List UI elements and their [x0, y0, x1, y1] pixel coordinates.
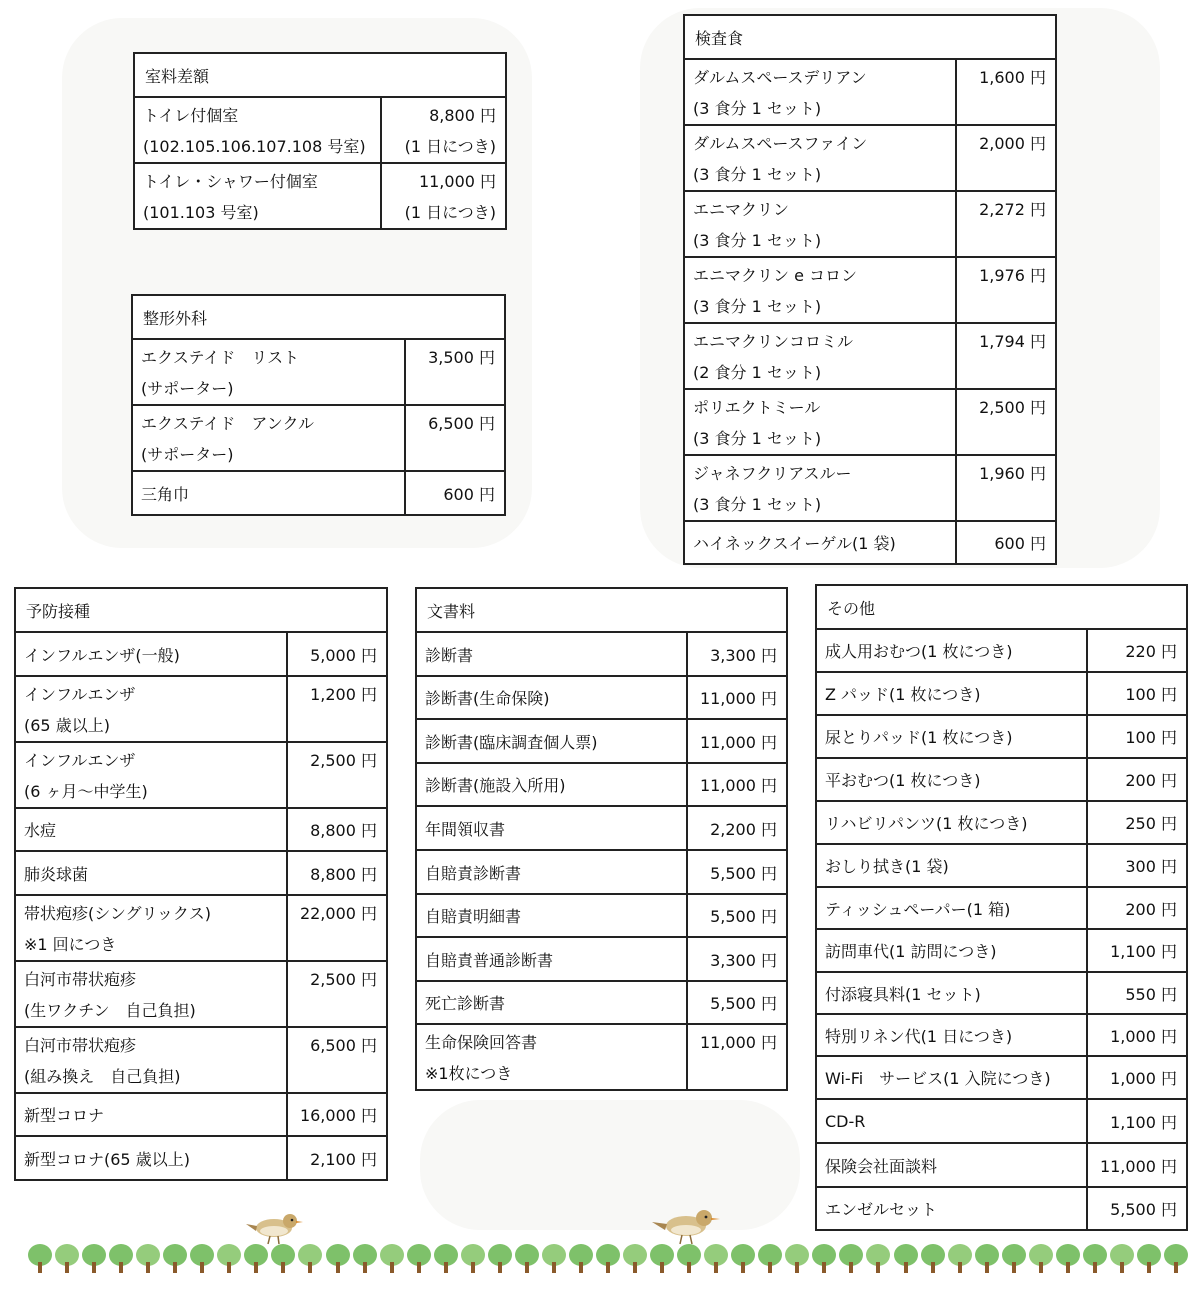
- price-item: 水痘: [15, 808, 287, 851]
- price-value: 3,500 円: [405, 339, 505, 405]
- price-item: 特別リネン代(1 日につき): [816, 1014, 1087, 1056]
- price-item: トイレ付個室 (102.105.106.107.108 号室): [134, 97, 381, 163]
- tree-icon: [1083, 1244, 1107, 1274]
- table-title: 予防接種: [15, 588, 387, 632]
- price-item: 自賠責明細書: [416, 894, 687, 937]
- price-item: ティッシュペーパー(1 箱): [816, 887, 1087, 929]
- price-value: 5,000 円: [287, 632, 387, 676]
- tree-icon: [244, 1244, 268, 1274]
- tree-icon: [1002, 1244, 1026, 1274]
- documents-table: [415, 587, 788, 1091]
- price-value: 200 円: [1087, 758, 1187, 801]
- tree-icon: [1029, 1244, 1053, 1274]
- price-item: 訪問車代(1 訪問につき): [816, 929, 1087, 972]
- price-value: 1,794 円: [956, 323, 1056, 389]
- price-item: 平おむつ(1 枚につき): [816, 758, 1087, 801]
- price-item: 肺炎球菌: [15, 851, 287, 895]
- price-item: 新型コロナ: [15, 1093, 287, 1136]
- price-value: 5,500 円: [687, 850, 787, 894]
- price-item: 年間領収書: [416, 806, 687, 850]
- price-value: 2,000 円: [956, 125, 1056, 191]
- price-value: 250 円: [1087, 801, 1187, 844]
- bird-illustration: [650, 1206, 722, 1246]
- tree-icon: [569, 1244, 593, 1274]
- price-value: 600 円: [956, 521, 1056, 564]
- table-title: その他: [816, 585, 1187, 629]
- price-value: 1,976 円: [956, 257, 1056, 323]
- price-item: 保険会社面談料: [816, 1143, 1087, 1187]
- vaccination-table: [14, 587, 388, 1181]
- price-value: 2,500 円: [956, 389, 1056, 455]
- price-item: 尿とりパッド(1 枚につき): [816, 715, 1087, 758]
- price-value: 8,800 円: [287, 851, 387, 895]
- price-value: 1,100 円: [1087, 929, 1187, 972]
- price-item: 生命保険回答書 ※1枚につき: [416, 1024, 687, 1090]
- price-value: 11,000 円: [687, 719, 787, 763]
- price-item: 白河市帯状疱疹 (組み換え 自己負担): [15, 1027, 287, 1093]
- tree-icon: [650, 1244, 674, 1274]
- tree-icon: [488, 1244, 512, 1274]
- tree-icon: [326, 1244, 350, 1274]
- price-item: エニマクリンコロミル (2 食分 1 セット): [684, 323, 956, 389]
- price-value: 11,000 円: [687, 676, 787, 719]
- tree-row-decoration: [28, 1244, 1188, 1278]
- bird-illustration: [244, 1210, 306, 1246]
- test-meals-table: [683, 14, 1057, 565]
- price-item: ジャネフクリアスルー (3 食分 1 セット): [684, 455, 956, 521]
- tree-icon: [839, 1244, 863, 1274]
- price-value: 8,800 円 (1 日につき): [381, 97, 506, 163]
- price-item: 診断書: [416, 632, 687, 676]
- tree-icon: [704, 1244, 728, 1274]
- tree-icon: [271, 1244, 295, 1274]
- price-item: インフルエンザ (65 歳以上): [15, 676, 287, 742]
- price-value: 1,000 円: [1087, 1014, 1187, 1056]
- orthopedics-table: [131, 294, 506, 516]
- price-item: 診断書(生命保険): [416, 676, 687, 719]
- price-item: 自賠責診断書: [416, 850, 687, 894]
- tree-icon: [731, 1244, 755, 1274]
- price-item: リハビリパンツ(1 枚につき): [816, 801, 1087, 844]
- tree-icon: [190, 1244, 214, 1274]
- tree-icon: [596, 1244, 620, 1274]
- tree-icon: [542, 1244, 566, 1274]
- price-value: 11,000 円: [1087, 1143, 1187, 1187]
- table-title: 文書料: [416, 588, 787, 632]
- tree-icon: [380, 1244, 404, 1274]
- price-value: 300 円: [1087, 844, 1187, 887]
- price-item: 成人用おむつ(1 枚につき): [816, 629, 1087, 672]
- tree-icon: [975, 1244, 999, 1274]
- tree-icon: [894, 1244, 918, 1274]
- table-title: 整形外科: [132, 295, 505, 339]
- tree-icon: [1137, 1244, 1161, 1274]
- price-value: 22,000 円: [287, 895, 387, 961]
- tree-icon: [677, 1244, 701, 1274]
- tree-icon: [353, 1244, 377, 1274]
- price-value: 16,000 円: [287, 1093, 387, 1136]
- price-value: 2,272 円: [956, 191, 1056, 257]
- tree-icon: [785, 1244, 809, 1274]
- tree-icon: [866, 1244, 890, 1274]
- price-item: 診断書(臨床調査個人票): [416, 719, 687, 763]
- price-item: インフルエンザ(一般): [15, 632, 287, 676]
- tree-icon: [55, 1244, 79, 1274]
- tree-icon: [1164, 1244, 1188, 1274]
- price-value: 2,500 円: [287, 961, 387, 1027]
- price-value: 200 円: [1087, 887, 1187, 929]
- table-title: 室料差額: [134, 53, 506, 97]
- price-item: 付添寝具料(1 セット): [816, 972, 1087, 1014]
- price-item: ダルムスペースデリアン (3 食分 1 セット): [684, 59, 956, 125]
- tree-icon: [921, 1244, 945, 1274]
- price-item: Z パッド(1 枚につき): [816, 672, 1087, 715]
- price-value: 6,500 円: [287, 1027, 387, 1093]
- price-item: 白河市帯状疱疹 (生ワクチン 自己負担): [15, 961, 287, 1027]
- price-value: 2,500 円: [287, 742, 387, 808]
- price-value: 5,500 円: [687, 981, 787, 1024]
- room-fee-table: [133, 52, 507, 230]
- price-value: 3,300 円: [687, 632, 787, 676]
- price-value: 100 円: [1087, 715, 1187, 758]
- price-value: 1,000 円: [1087, 1056, 1187, 1099]
- price-item: インフルエンザ (6 ヶ月～中学生): [15, 742, 287, 808]
- price-item: 新型コロナ(65 歳以上): [15, 1136, 287, 1180]
- price-item: Wi-Fi サービス(1 入院につき): [816, 1056, 1087, 1099]
- bg-blob: [420, 1100, 800, 1230]
- price-value: 8,800 円: [287, 808, 387, 851]
- tree-icon: [515, 1244, 539, 1274]
- tree-icon: [407, 1244, 431, 1274]
- tree-icon: [434, 1244, 458, 1274]
- price-value: 1,200 円: [287, 676, 387, 742]
- price-value: 600 円: [405, 471, 505, 515]
- price-value: 550 円: [1087, 972, 1187, 1014]
- price-item: エニマクリン e コロン (3 食分 1 セット): [684, 257, 956, 323]
- price-item: エクステイド アンクル (サポーター): [132, 405, 405, 471]
- table-title: 検査食: [684, 15, 1056, 59]
- price-value: 11,000 円 (1 日につき): [381, 163, 506, 229]
- tree-icon: [623, 1244, 647, 1274]
- tree-icon: [298, 1244, 322, 1274]
- tree-icon: [812, 1244, 836, 1274]
- price-value: 2,100 円: [287, 1136, 387, 1180]
- price-item: 診断書(施設入所用): [416, 763, 687, 806]
- price-value: 5,500 円: [1087, 1187, 1187, 1230]
- price-item: ダルムスペースファイン (3 食分 1 セット): [684, 125, 956, 191]
- tree-icon: [1110, 1244, 1134, 1274]
- price-value: 11,000 円: [687, 1024, 787, 1090]
- price-item: 自賠責普通診断書: [416, 937, 687, 981]
- price-item: エニマクリン (3 食分 1 セット): [684, 191, 956, 257]
- tree-icon: [109, 1244, 133, 1274]
- tree-icon: [758, 1244, 782, 1274]
- price-item: ハイネックスイーゲル(1 袋): [684, 521, 956, 564]
- price-item: ポリエクトミール (3 食分 1 セット): [684, 389, 956, 455]
- price-value: 2,200 円: [687, 806, 787, 850]
- others-table: [815, 584, 1188, 1231]
- price-value: 6,500 円: [405, 405, 505, 471]
- price-value: 1,960 円: [956, 455, 1056, 521]
- price-item: 帯状疱疹(シングリックス) ※1 回につき: [15, 895, 287, 961]
- price-item: 三角巾: [132, 471, 405, 515]
- price-item: 死亡診断書: [416, 981, 687, 1024]
- tree-icon: [217, 1244, 241, 1274]
- tree-icon: [461, 1244, 485, 1274]
- tree-icon: [948, 1244, 972, 1274]
- price-value: 100 円: [1087, 672, 1187, 715]
- tree-icon: [136, 1244, 160, 1274]
- price-item: おしり拭き(1 袋): [816, 844, 1087, 887]
- price-item: トイレ・シャワー付個室 (101.103 号室): [134, 163, 381, 229]
- price-item: エンゼルセット: [816, 1187, 1087, 1230]
- price-item: CD-R: [816, 1099, 1087, 1143]
- tree-icon: [1056, 1244, 1080, 1274]
- price-item: エクステイド リスト (サポーター): [132, 339, 405, 405]
- price-value: 11,000 円: [687, 763, 787, 806]
- price-value: 3,300 円: [687, 937, 787, 981]
- price-value: 220 円: [1087, 629, 1187, 672]
- price-value: 1,100 円: [1087, 1099, 1187, 1143]
- tree-icon: [28, 1244, 52, 1274]
- price-value: 5,500 円: [687, 894, 787, 937]
- tree-icon: [82, 1244, 106, 1274]
- price-value: 1,600 円: [956, 59, 1056, 125]
- tree-icon: [163, 1244, 187, 1274]
